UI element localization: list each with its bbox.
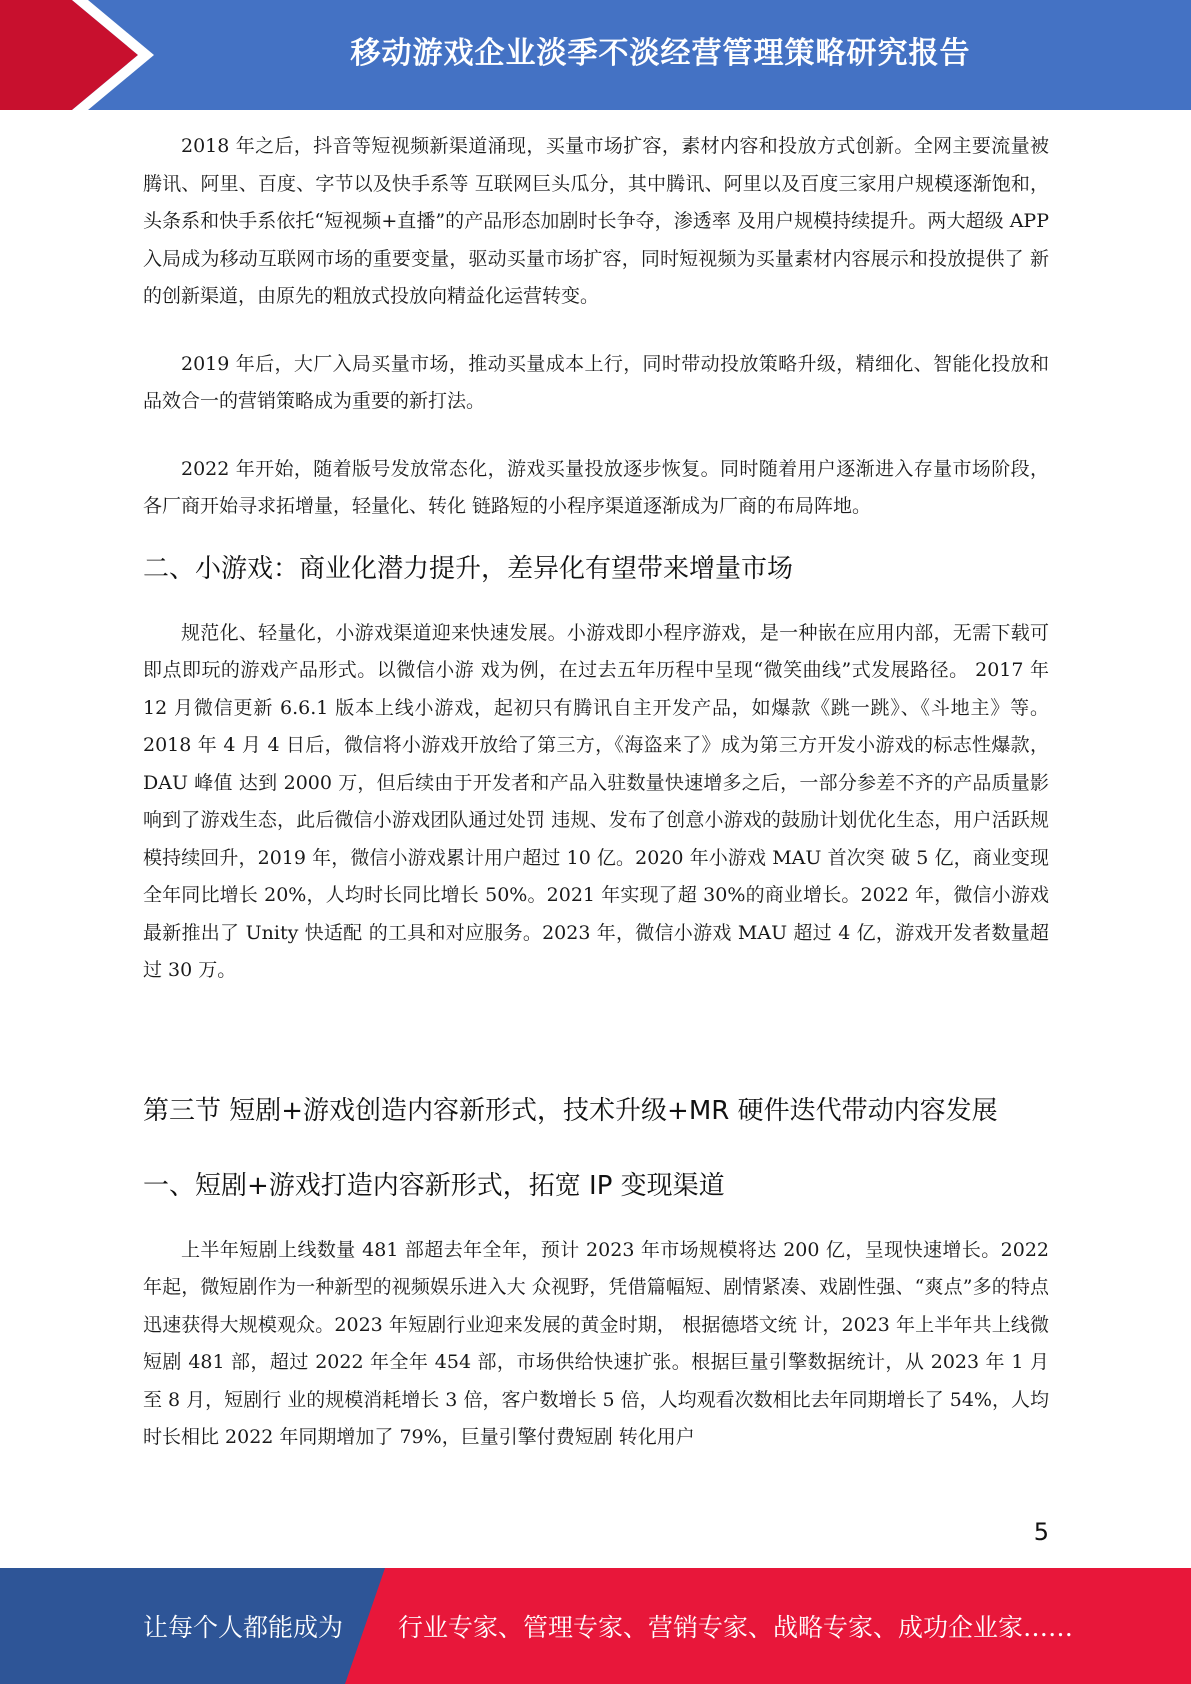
page-header: [0, 0, 1191, 110]
footer-slogan-left: 让每个人都能成为: [143, 1613, 344, 1642]
paragraph-2019: 2019 年后，大厂入局买量市场，推动买量成本上行，同时带动投放策略升级，精细化、智能化投放和品效合一的营销策略成为重要的新打法。: [143, 352, 1049, 412]
section-heading-short-drama: 一、短剧+游戏打造内容新形式，拓宽 IP 变现渠道: [143, 1170, 725, 1201]
report-title: 移动游戏企业淡季不淡经营管理策略研究报告: [350, 36, 971, 71]
page-content: [143, 128, 1049, 1457]
section-heading-mini-games: 二、小游戏：商业化潜力提升，差异化有望带来增量市场: [143, 553, 794, 584]
page-number: 5: [1033, 1518, 1049, 1546]
page-footer: [0, 1568, 1191, 1684]
paragraph-short-drama: 上半年短剧上线数量 481 部超去年全年，预计 2023 年市场规模将达 200 亿，呈现快速增长。2022 年起，微短剧作为一种新型的视频娱乐进入大 众视野，凭借篇幅短、剧情紧凑、戏剧性强、“爽点”多的特点迅速获得大规模观众。2023 年短剧行业迎来发展的黄金时期， 根据德塔文统 计，2023 年上半年共上线微短剧 481 部，超过 2022 年全年 454 部，市场供给快速扩张。根据巨量引擎数据统计，从 2023 年 1 月至 8 月，短剧行 业的规模消耗增长 3 倍，客户数增长 5 倍，人均观看次数相比去年同期增长了 54%，人均时长相比 2022 年同期增加了 79%，巨量引擎付费短剧 转化用户: [143, 1238, 1049, 1448]
paragraph-mini-games: 规范化、轻量化，小游戏渠道迎来快速发展。小游戏即小程序游戏，是一种嵌在应用内部，无需下载可即点即玩的游戏产品形式。以微信小游 戏为例，在过去五年历程中呈现“微笑曲线”式发展路径。 2017 年 12 月微信更新 6.6.1 版本上线小游戏，起初只有腾讯自主开发产品，如爆款《跳一跳》、《斗地主》等。2018 年 4 月 4 日后，微信将小游戏开放给了第三方，《海盗来了》成为第三方开发小游戏的标志性爆款，DAU 峰值 达到 2000 万，但后续由于开发者和产品入驻数量快速增多之后，一部分参差不齐的产品质量影响到了游戏生态，此后微信小游戏团队通过处罚 违规、发布了创意小游戏的鼓励计划优化生态，用户活跃规模持续回升，2019 年，微信小游戏累计用户超过 10 亿。2020 年小游戏 MAU 首次突 破 5 亿，商业变现全年同比增长 20%，人均时长同比增长 50%。2021 年实现了超 30%的商业增长。2022 年，微信小游戏最新推出了 Unity 快适配 的工具和对应服务。2023 年，微信小游戏 MAU 超过 4 亿，游戏开发者数量超过 30 万。: [143, 621, 1049, 981]
chapter-heading-section-3: 第三节 短剧+游戏创造内容新形式，技术升级+MR 硬件迭代带动内容发展: [143, 1095, 998, 1126]
paragraph-2018: 2018 年之后，抖音等短视频新渠道涌现，买量市场扩容，素材内容和投放方式创新。全网主要流量被腾讯、阿里、百度、字节以及快手系等 互联网巨头瓜分，其中腾讯、阿里以及百度三家用户规模逐渐饱和，头条系和快手系依托“短视频+直播”的产品形态加剧时长争夺，渗透率 及用户规模持续提升。两大超级 APP 入局成为移动互联网市场的重要变量，驱动买量市场扩容，同时短视频为买量素材内容展示和投放提供了 新的创新渠道，由原先的粗放式投放向精益化运营转变。: [143, 135, 1049, 307]
footer-slogan-right: 行业专家、管理专家、营销专家、战略专家、成功企业家……: [398, 1613, 1074, 1642]
header-chevron-decoration: [0, 0, 160, 110]
paragraph-2022: 2022 年开始，随着版号发放常态化，游戏买量投放逐步恢复。同时随着用户逐渐进入存量市场阶段，各厂商开始寻求拓增量，轻量化、转化 链路短的小程序渠道逐渐成为厂商的布局阵地。: [143, 457, 1049, 517]
